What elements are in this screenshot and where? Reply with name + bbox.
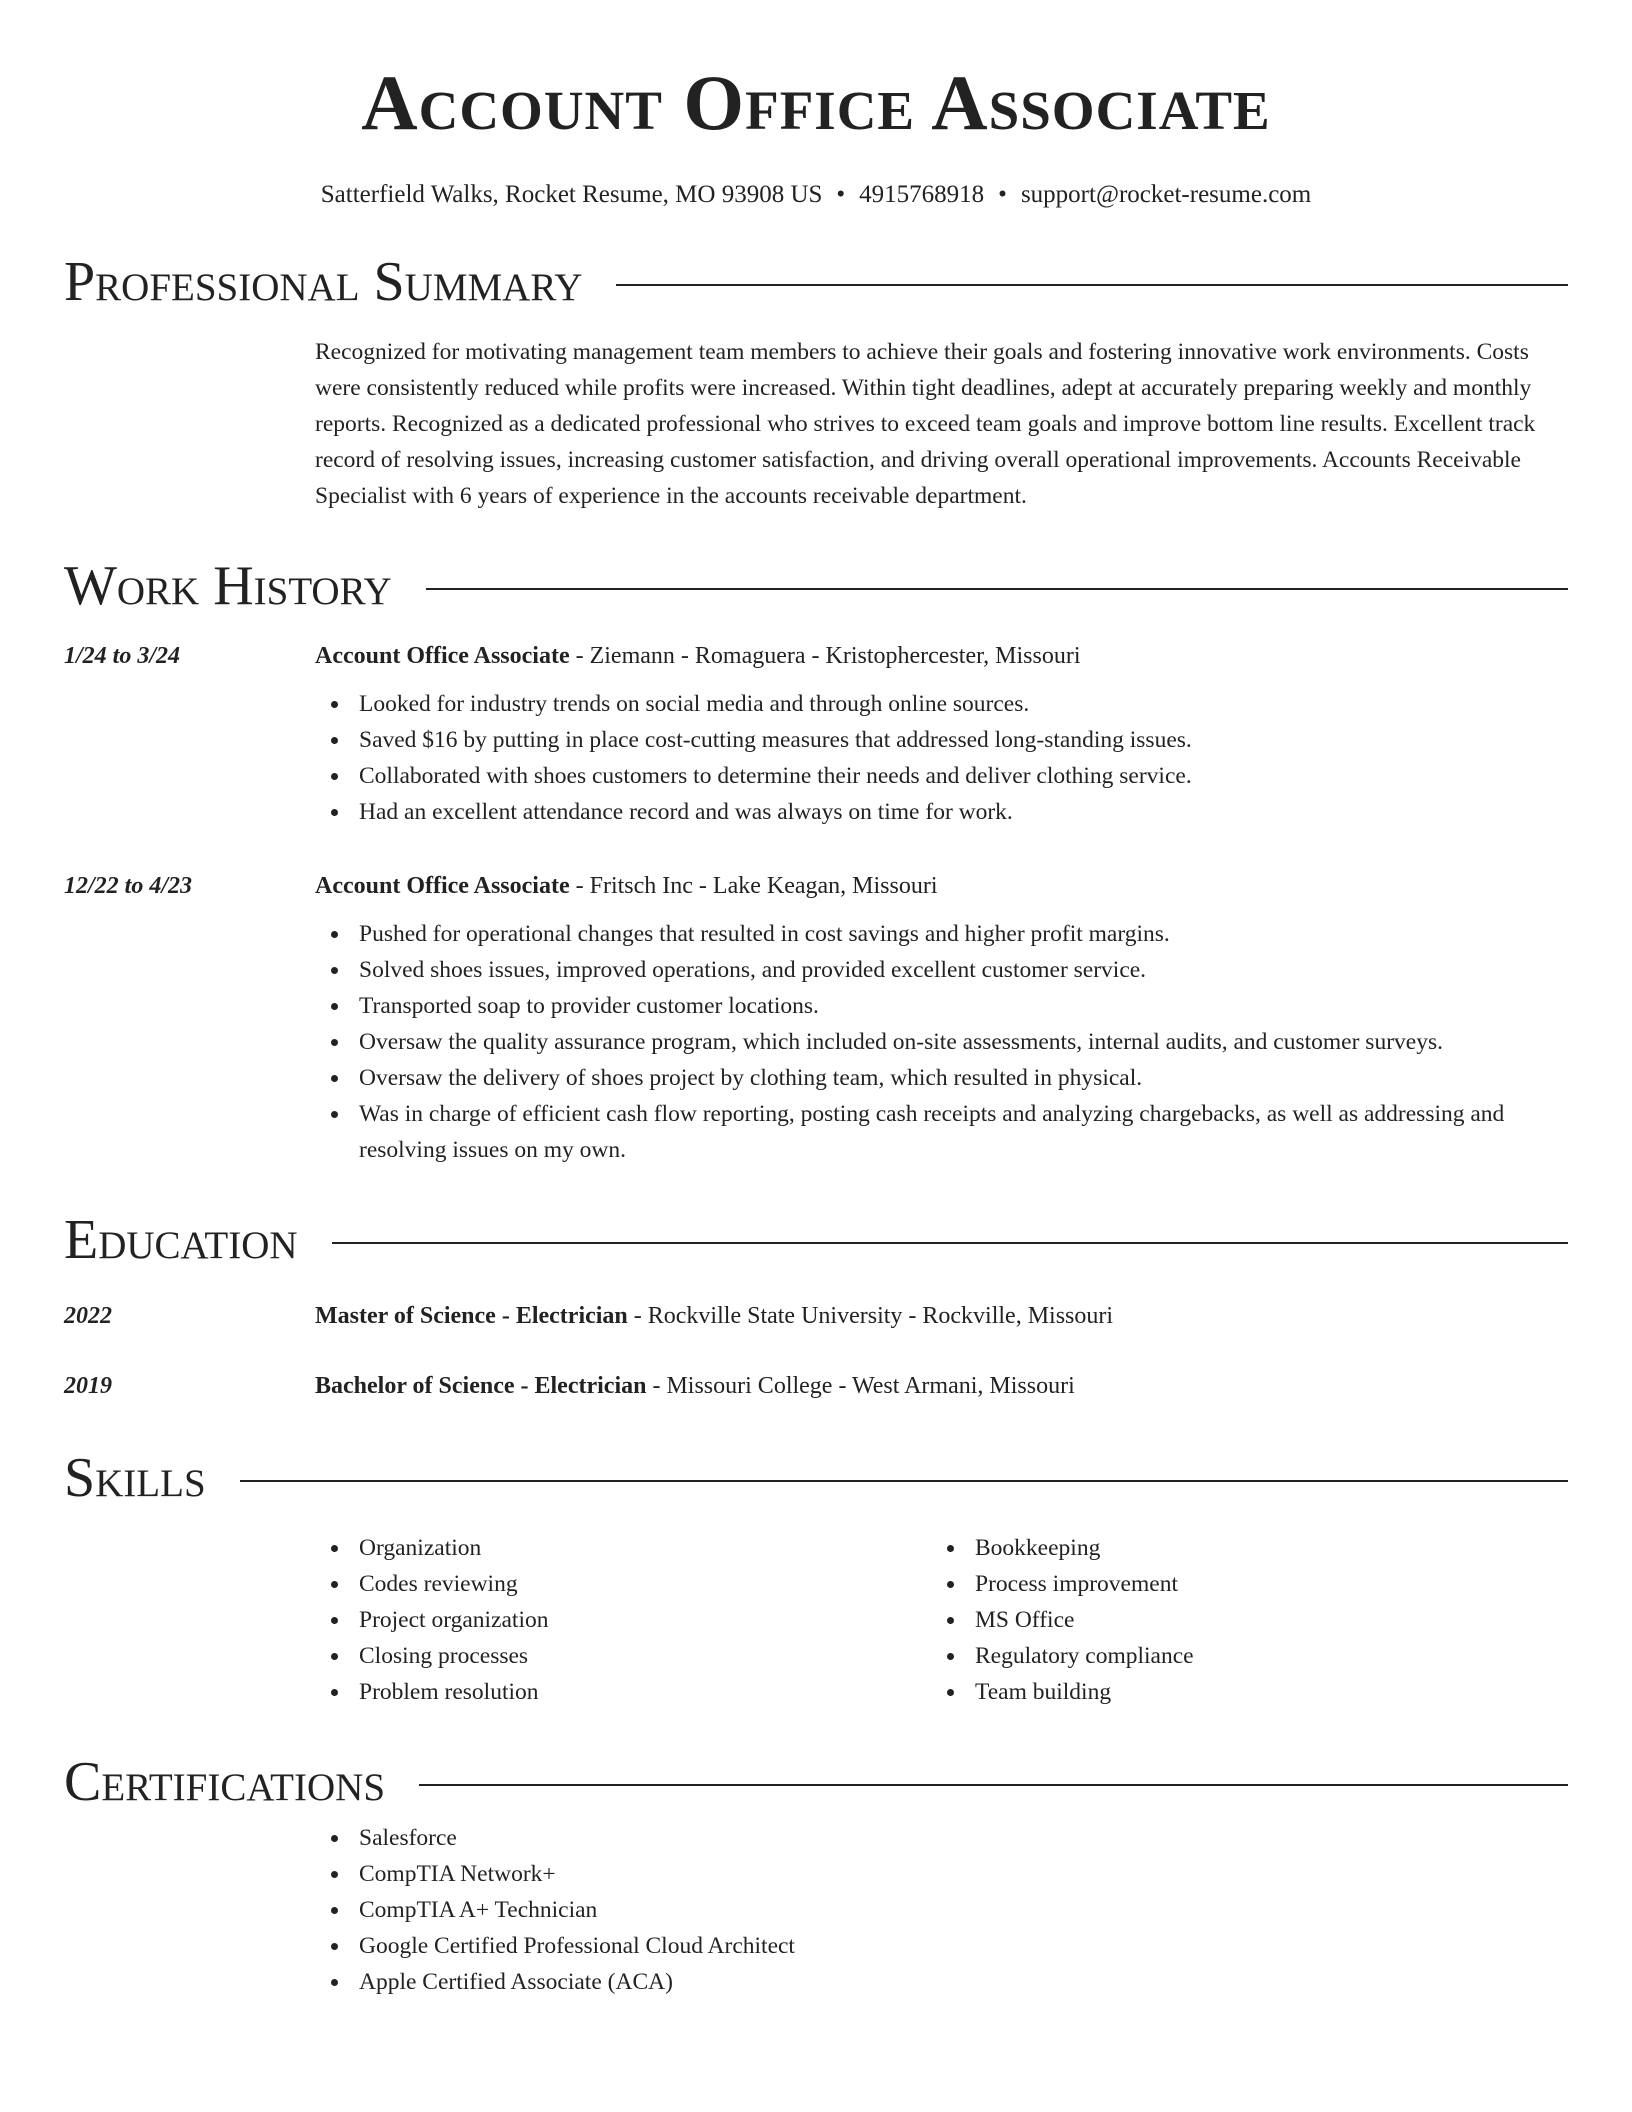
work-bullet: Pushed for operational changes that resulted in cost savings and higher profit margins.	[315, 916, 1568, 952]
certifications-list	[315, 1820, 1568, 2000]
skill-item: Bookkeeping	[931, 1530, 1547, 1566]
education-degree-line	[315, 1366, 1568, 1406]
work-title: Account Office Associate	[315, 873, 570, 899]
certification-item: CompTIA A+ Technician	[315, 1892, 1568, 1928]
work-details: - Fritsch Inc - Lake Keagan, Missouri	[569, 873, 938, 899]
contact-separator: •	[998, 181, 1007, 208]
skill-item: Closing processes	[315, 1638, 931, 1674]
skill-item: MS Office	[931, 1602, 1547, 1638]
resume-page	[64, 0, 1568, 2000]
work-bullet: Transported soap to provider customer locations.	[315, 988, 1568, 1024]
contact-line	[64, 180, 1568, 210]
section-divider	[240, 1480, 1568, 1482]
work-bullet: Looked for industry trends on social media and through online sources.	[315, 686, 1568, 722]
summary-text: Recognized for motivating management team members to achieve their goals and fostering innovative work environments. Costs were consistently reduced while profits were increased. Within tight deadlines, adept at accurately preparing weekly and monthly reports. Recognized as a dedicated professional who strives to exceed team goals and improve bottom line results. Excellent track record of resolving issues, increasing customer satisfaction, and driving overall operational improvements. Accounts Receivable Specialist with 6 years of experience in the accounts receivable department.	[315, 339, 1536, 509]
skill-item: Codes reviewing	[315, 1566, 931, 1602]
education-degree-line	[315, 1296, 1568, 1336]
certification-item: Apple Certified Associate (ACA)	[315, 1964, 1568, 2000]
education-year: 2022	[64, 1303, 112, 1329]
work-bullet: Solved shoes issues, improved operations, and provided excellent customer service.	[315, 952, 1568, 988]
work-position	[315, 866, 1568, 906]
section-divider	[419, 1784, 1568, 1786]
skill-item: Organization	[315, 1530, 931, 1566]
education-degree: Master of Science - Electrician	[315, 1303, 628, 1329]
work-entry	[64, 866, 1568, 1168]
skills-grid	[315, 1530, 1568, 1710]
skill-item: Team building	[931, 1674, 1547, 1710]
certification-item: Google Certified Professional Cloud Architect	[315, 1928, 1568, 1964]
section-divider	[616, 284, 1568, 286]
work-entry	[64, 636, 1568, 830]
skills-column-left	[315, 1530, 931, 1710]
section-divider	[332, 1242, 1568, 1244]
work-bullet: Collaborated with shoes customers to determine their needs and deliver clothing service.	[315, 758, 1568, 794]
education-details: - Rockville State University - Rockville, Missouri	[627, 1303, 1114, 1329]
work-bullet: Saved $16 by putting in place cost-cutting measures that addressed long-standing issues.	[315, 722, 1568, 758]
section-title-skills: Skills	[64, 1447, 206, 1509]
work-bullet: Had an excellent attendance record and was always on time for work.	[315, 794, 1568, 830]
skill-item: Regulatory compliance	[931, 1638, 1547, 1674]
section-header-certifications	[64, 1751, 1568, 1813]
section-title-certifications: Certifications	[64, 1751, 386, 1813]
work-dates: 12/22 to 4/23	[64, 873, 193, 899]
skill-item: Project organization	[315, 1602, 931, 1638]
certification-item: Salesforce	[315, 1820, 1568, 1856]
work-title: Account Office Associate	[315, 643, 570, 669]
education-degree: Bachelor of Science - Electrician	[315, 1373, 647, 1399]
work-bullet: Was in charge of efficient cash flow reporting, posting cash receipts and analyzing chargebacks, as well as addressing and resolving issues on my own.	[315, 1096, 1568, 1168]
section-header-work	[64, 555, 1568, 617]
work-position	[315, 636, 1568, 676]
resume-name: Account Office Associate	[361, 59, 1271, 146]
section-header-skills	[64, 1447, 1568, 1509]
work-entry-header	[64, 866, 1568, 906]
work-details: - Ziemann - Romaguera - Kristophercester, Missouri	[569, 643, 1081, 669]
contact-separator: •	[836, 181, 846, 208]
work-bullets	[315, 916, 1568, 1168]
education-entry	[64, 1296, 1568, 1336]
contact-email: support@rocket-resume.com	[1020, 181, 1312, 208]
skill-item: Process improvement	[931, 1566, 1547, 1602]
education-year: 2019	[64, 1373, 112, 1399]
contact-address: Satterfield Walks, Rocket Resume, MO 93908 US	[320, 181, 823, 208]
section-header-education	[64, 1209, 1568, 1271]
section-divider	[426, 588, 1568, 590]
contact-phone: 4915768918	[859, 181, 985, 208]
skill-item: Problem resolution	[315, 1674, 931, 1710]
work-bullet: Oversaw the quality assurance program, which included on-site assessments, internal audits, and customer surveys.	[315, 1024, 1568, 1060]
education-entry	[64, 1366, 1568, 1406]
section-title-summary: Professional Summary	[64, 251, 583, 313]
certification-item: CompTIA Network+	[315, 1856, 1568, 1892]
work-bullets	[315, 686, 1568, 830]
skills-column-right	[931, 1530, 1547, 1710]
section-title-work: Work History	[64, 555, 392, 617]
section-title-education: Education	[64, 1209, 298, 1271]
work-entry-header	[64, 636, 1568, 676]
work-dates: 1/24 to 3/24	[64, 643, 181, 669]
section-header-summary	[64, 251, 1568, 313]
work-bullet: Oversaw the delivery of shoes project by clothing team, which resulted in physical.	[315, 1060, 1568, 1096]
education-details: - Missouri College - West Armani, Missouri	[646, 1373, 1075, 1399]
